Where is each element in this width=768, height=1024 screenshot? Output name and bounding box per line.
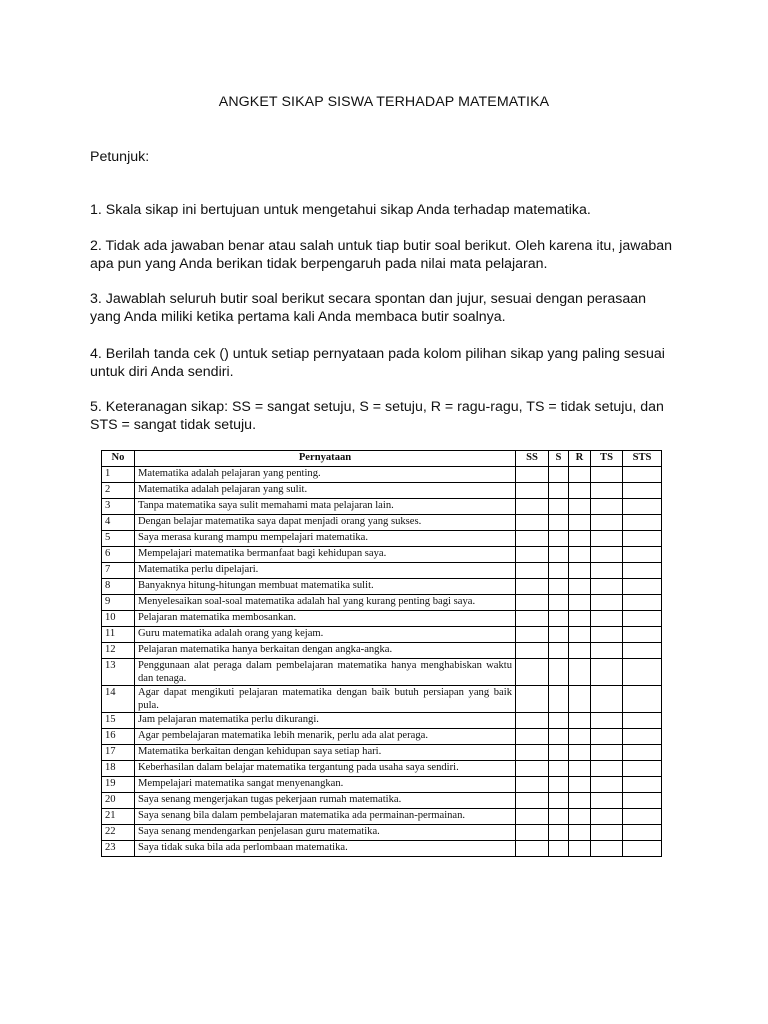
- header-no: No: [102, 451, 135, 467]
- row-statement: Keberhasilan dalam belajar matematika tergantung pada usaha saya sendiri.: [135, 761, 516, 777]
- header-statement: Pernyataan: [135, 451, 516, 467]
- answer-cell-ss[interactable]: [516, 659, 549, 686]
- answer-cell-ss[interactable]: [516, 483, 549, 499]
- row-statement: Matematika perlu dipelajari.: [135, 563, 516, 579]
- answer-cell-ts[interactable]: [591, 611, 623, 627]
- answer-cell-ts[interactable]: [591, 761, 623, 777]
- instruction-5: 5. Keteranagan sikap: SS = sangat setuju, S = setuju, R = ragu-ragu, TS = tidak setuju, dan STS = sangat tidak setuju.: [90, 399, 664, 433]
- answer-cell-ts[interactable]: [591, 483, 623, 499]
- answer-cell-s[interactable]: [549, 547, 569, 563]
- answer-cell-ts[interactable]: [591, 713, 623, 729]
- answer-cell-ss[interactable]: [516, 745, 549, 761]
- table-row: [102, 659, 662, 686]
- answer-cell-s[interactable]: [549, 745, 569, 761]
- answer-cell-r[interactable]: [569, 579, 591, 595]
- answer-cell-sts[interactable]: [623, 595, 662, 611]
- answer-cell-s[interactable]: [549, 761, 569, 777]
- answer-cell-ts[interactable]: [591, 563, 623, 579]
- answer-cell-r[interactable]: [569, 547, 591, 563]
- row-statement: Mempelajari matematika sangat menyenangkan.: [135, 777, 516, 793]
- instruction-1: 1. Skala sikap ini bertujuan untuk mengetahui sikap Anda terhadap matematika.: [90, 202, 591, 218]
- table-row: [102, 793, 662, 809]
- answer-cell-r[interactable]: [569, 686, 591, 713]
- row-number: 6: [102, 547, 135, 563]
- answer-cell-s[interactable]: [549, 531, 569, 547]
- answer-cell-r[interactable]: [569, 729, 591, 745]
- table-row: [102, 713, 662, 729]
- answer-cell-ss[interactable]: [516, 595, 549, 611]
- row-statement: Saya senang mengerjakan tugas pekerjaan rumah matematika.: [135, 793, 516, 809]
- row-number: 1: [102, 467, 135, 483]
- answer-cell-r[interactable]: [569, 595, 591, 611]
- answer-cell-sts[interactable]: [623, 841, 662, 857]
- answer-cell-s[interactable]: [549, 467, 569, 483]
- row-statement: Matematika adalah pelajaran yang sulit.: [135, 483, 516, 499]
- answer-cell-ts[interactable]: [591, 659, 623, 686]
- answer-cell-sts[interactable]: [623, 515, 662, 531]
- answer-cell-ts[interactable]: [591, 515, 623, 531]
- row-number: 14: [102, 686, 135, 713]
- answer-cell-s[interactable]: [549, 686, 569, 713]
- answer-cell-ss[interactable]: [516, 777, 549, 793]
- answer-cell-s[interactable]: [549, 713, 569, 729]
- row-number: 20: [102, 793, 135, 809]
- answer-cell-ts[interactable]: [591, 793, 623, 809]
- answer-cell-r[interactable]: [569, 515, 591, 531]
- answer-cell-s[interactable]: [549, 499, 569, 515]
- answer-cell-ts[interactable]: [591, 841, 623, 857]
- answer-cell-s[interactable]: [549, 825, 569, 841]
- table-row: [102, 627, 662, 643]
- answer-cell-s[interactable]: [549, 729, 569, 745]
- header-ss: SS: [516, 451, 549, 467]
- answer-cell-ss[interactable]: [516, 499, 549, 515]
- answer-cell-ts[interactable]: [591, 825, 623, 841]
- answer-cell-sts[interactable]: [623, 499, 662, 515]
- table-row: [102, 563, 662, 579]
- answer-cell-sts[interactable]: [623, 627, 662, 643]
- answer-cell-r[interactable]: [569, 761, 591, 777]
- row-number: 5: [102, 531, 135, 547]
- table-row: [102, 499, 662, 515]
- answer-cell-s[interactable]: [549, 777, 569, 793]
- table-row: [102, 777, 662, 793]
- answer-cell-sts[interactable]: [623, 531, 662, 547]
- header-s: S: [549, 451, 569, 467]
- table-row: [102, 595, 662, 611]
- answer-cell-s[interactable]: [549, 563, 569, 579]
- answer-cell-ss[interactable]: [516, 713, 549, 729]
- answer-cell-r[interactable]: [569, 659, 591, 686]
- table-row: [102, 531, 662, 547]
- answer-cell-r[interactable]: [569, 531, 591, 547]
- row-statement: Mempelajari matematika bermanfaat bagi kehidupan saya.: [135, 547, 516, 563]
- answer-cell-s[interactable]: [549, 809, 569, 825]
- answer-cell-r[interactable]: [569, 467, 591, 483]
- row-number: 16: [102, 729, 135, 745]
- table-row: [102, 841, 662, 857]
- answer-cell-r[interactable]: [569, 841, 591, 857]
- row-statement: Dengan belajar matematika saya dapat menjadi orang yang sukses.: [135, 515, 516, 531]
- answer-cell-r[interactable]: [569, 563, 591, 579]
- answer-cell-r[interactable]: [569, 809, 591, 825]
- answer-cell-r[interactable]: [569, 611, 591, 627]
- answer-cell-sts[interactable]: [623, 686, 662, 713]
- table-row: [102, 467, 662, 483]
- row-number: 10: [102, 611, 135, 627]
- answer-cell-r[interactable]: [569, 713, 591, 729]
- answer-cell-sts[interactable]: [623, 825, 662, 841]
- table-row: [102, 809, 662, 825]
- answer-cell-ss[interactable]: [516, 579, 549, 595]
- answer-cell-r[interactable]: [569, 643, 591, 659]
- answer-cell-s[interactable]: [549, 627, 569, 643]
- answer-cell-ss[interactable]: [516, 515, 549, 531]
- answer-cell-ts[interactable]: [591, 686, 623, 713]
- answer-cell-ts[interactable]: [591, 595, 623, 611]
- row-statement: Menyelesaikan soal-soal matematika adalah hal yang kurang penting bagi saya.: [135, 595, 516, 611]
- answer-cell-sts[interactable]: [623, 547, 662, 563]
- row-number: 23: [102, 841, 135, 857]
- row-number: 2: [102, 483, 135, 499]
- instruction-2: 2. Tidak ada jawaban benar atau salah untuk tiap butir soal berikut. Oleh karena itu, jawaban apa pun yang Anda berikan tidak berpengaruh pada nilai mata pelajaran.: [90, 238, 673, 272]
- answer-cell-ts[interactable]: [591, 643, 623, 659]
- row-statement: Pelajaran matematika hanya berkaitan dengan angka-angka.: [135, 643, 516, 659]
- table-row: [102, 761, 662, 777]
- answer-cell-ts[interactable]: [591, 579, 623, 595]
- table-row: [102, 611, 662, 627]
- row-statement: Matematika berkaitan dengan kehidupan saya setiap hari.: [135, 745, 516, 761]
- answer-cell-sts[interactable]: [623, 659, 662, 686]
- answer-cell-ss[interactable]: [516, 467, 549, 483]
- table-row: [102, 686, 662, 713]
- row-number: 13: [102, 659, 135, 686]
- answer-cell-ss[interactable]: [516, 825, 549, 841]
- table-row: [102, 643, 662, 659]
- attitude-scale-table: [101, 450, 662, 857]
- row-statement: Banyaknya hitung-hitungan membuat matematika sulit.: [135, 579, 516, 595]
- answer-cell-r[interactable]: [569, 793, 591, 809]
- row-statement: Penggunaan alat peraga dalam pembelajaran matematika hanya menghabiskan waktu dan tenaga.: [135, 659, 516, 686]
- answer-cell-r[interactable]: [569, 825, 591, 841]
- answer-cell-ts[interactable]: [591, 547, 623, 563]
- row-statement: Saya senang bila dalam pembelajaran matematika ada permainan-permainan.: [135, 809, 516, 825]
- answer-cell-sts[interactable]: [623, 745, 662, 761]
- answer-cell-r[interactable]: [569, 499, 591, 515]
- answer-cell-ss[interactable]: [516, 531, 549, 547]
- answer-cell-r[interactable]: [569, 483, 591, 499]
- row-number: 11: [102, 627, 135, 643]
- answer-cell-ss[interactable]: [516, 761, 549, 777]
- answer-cell-sts[interactable]: [623, 809, 662, 825]
- answer-cell-sts[interactable]: [623, 483, 662, 499]
- answer-cell-ts[interactable]: [591, 627, 623, 643]
- answer-cell-ts[interactable]: [591, 467, 623, 483]
- table-row: [102, 483, 662, 499]
- table-row: [102, 579, 662, 595]
- answer-cell-ss[interactable]: [516, 809, 549, 825]
- answer-cell-sts[interactable]: [623, 563, 662, 579]
- table-header-row: [102, 451, 662, 467]
- answer-cell-r[interactable]: [569, 627, 591, 643]
- row-statement: Matematika adalah pelajaran yang penting.: [135, 467, 516, 483]
- table-row: [102, 825, 662, 841]
- row-statement: Tanpa matematika saya sulit memahami mata pelajaran lain.: [135, 499, 516, 515]
- answer-cell-ts[interactable]: [591, 499, 623, 515]
- answer-cell-s[interactable]: [549, 841, 569, 857]
- row-statement: Jam pelajaran matematika perlu dikurangi.: [135, 713, 516, 729]
- answer-cell-ss[interactable]: [516, 563, 549, 579]
- row-number: 12: [102, 643, 135, 659]
- row-number: 8: [102, 579, 135, 595]
- row-number: 22: [102, 825, 135, 841]
- answer-cell-sts[interactable]: [623, 467, 662, 483]
- row-number: 9: [102, 595, 135, 611]
- answer-cell-ts[interactable]: [591, 777, 623, 793]
- answer-cell-s[interactable]: [549, 659, 569, 686]
- instruction-3: 3. Jawablah seluruh butir soal berikut secara spontan dan jujur, sesuai dengan perasaan yang Anda miliki ketika pertama kali Anda membaca butir soalnya.: [90, 291, 647, 325]
- answer-cell-s[interactable]: [549, 579, 569, 595]
- answer-cell-ts[interactable]: [591, 531, 623, 547]
- table-row: [102, 515, 662, 531]
- answer-cell-s[interactable]: [549, 793, 569, 809]
- answer-cell-ss[interactable]: [516, 793, 549, 809]
- answer-cell-sts[interactable]: [623, 761, 662, 777]
- answer-cell-sts[interactable]: [623, 713, 662, 729]
- answer-cell-sts[interactable]: [623, 777, 662, 793]
- row-number: 19: [102, 777, 135, 793]
- answer-cell-sts[interactable]: [623, 729, 662, 745]
- answer-cell-ss[interactable]: [516, 729, 549, 745]
- row-number: 7: [102, 563, 135, 579]
- answer-cell-ts[interactable]: [591, 809, 623, 825]
- answer-cell-s[interactable]: [549, 595, 569, 611]
- instructions-heading: Petunjuk:: [90, 149, 150, 165]
- answer-cell-ts[interactable]: [591, 729, 623, 745]
- row-number: 3: [102, 499, 135, 515]
- answer-cell-sts[interactable]: [623, 579, 662, 595]
- row-statement: Guru matematika adalah orang yang kejam.: [135, 627, 516, 643]
- row-statement: Pelajaran matematika membosankan.: [135, 611, 516, 627]
- answer-cell-ss[interactable]: [516, 686, 549, 713]
- answer-cell-ss[interactable]: [516, 627, 549, 643]
- row-statement: Saya tidak suka bila ada perlombaan matematika.: [135, 841, 516, 857]
- row-number: 21: [102, 809, 135, 825]
- table-row: [102, 729, 662, 745]
- instruction-4: 4. Berilah tanda cek () untuk setiap pernyataan pada kolom pilihan sikap yang paling sesuai untuk diri Anda sendiri.: [90, 346, 665, 380]
- answer-cell-ss[interactable]: [516, 611, 549, 627]
- answer-cell-s[interactable]: [549, 643, 569, 659]
- header-sts: STS: [623, 451, 662, 467]
- answer-cell-sts[interactable]: [623, 793, 662, 809]
- header-r: R: [569, 451, 591, 467]
- row-statement: Agar dapat mengikuti pelajaran matematika dengan baik butuh persiapan yang baik pula.: [135, 686, 516, 713]
- answer-cell-ts[interactable]: [591, 745, 623, 761]
- table-row: [102, 547, 662, 563]
- row-number: 18: [102, 761, 135, 777]
- row-statement: Saya merasa kurang mampu mempelajari matematika.: [135, 531, 516, 547]
- answer-cell-s[interactable]: [549, 483, 569, 499]
- row-statement: Saya senang mendengarkan penjelasan guru matematika.: [135, 825, 516, 841]
- header-ts: TS: [591, 451, 623, 467]
- answer-cell-ss[interactable]: [516, 643, 549, 659]
- answer-cell-ss[interactable]: [516, 841, 549, 857]
- row-number: 15: [102, 713, 135, 729]
- answer-cell-r[interactable]: [569, 777, 591, 793]
- answer-cell-ss[interactable]: [516, 547, 549, 563]
- row-statement: Agar pembelajaran matematika lebih menarik, perlu ada alat peraga.: [135, 729, 516, 745]
- answer-cell-s[interactable]: [549, 515, 569, 531]
- page-title: ANGKET SIKAP SISWA TERHADAP MATEMATIKA: [218, 94, 550, 110]
- answer-cell-sts[interactable]: [623, 643, 662, 659]
- answer-cell-sts[interactable]: [623, 611, 662, 627]
- row-number: 17: [102, 745, 135, 761]
- answer-cell-s[interactable]: [549, 611, 569, 627]
- table-row: [102, 745, 662, 761]
- row-number: 4: [102, 515, 135, 531]
- answer-cell-r[interactable]: [569, 745, 591, 761]
